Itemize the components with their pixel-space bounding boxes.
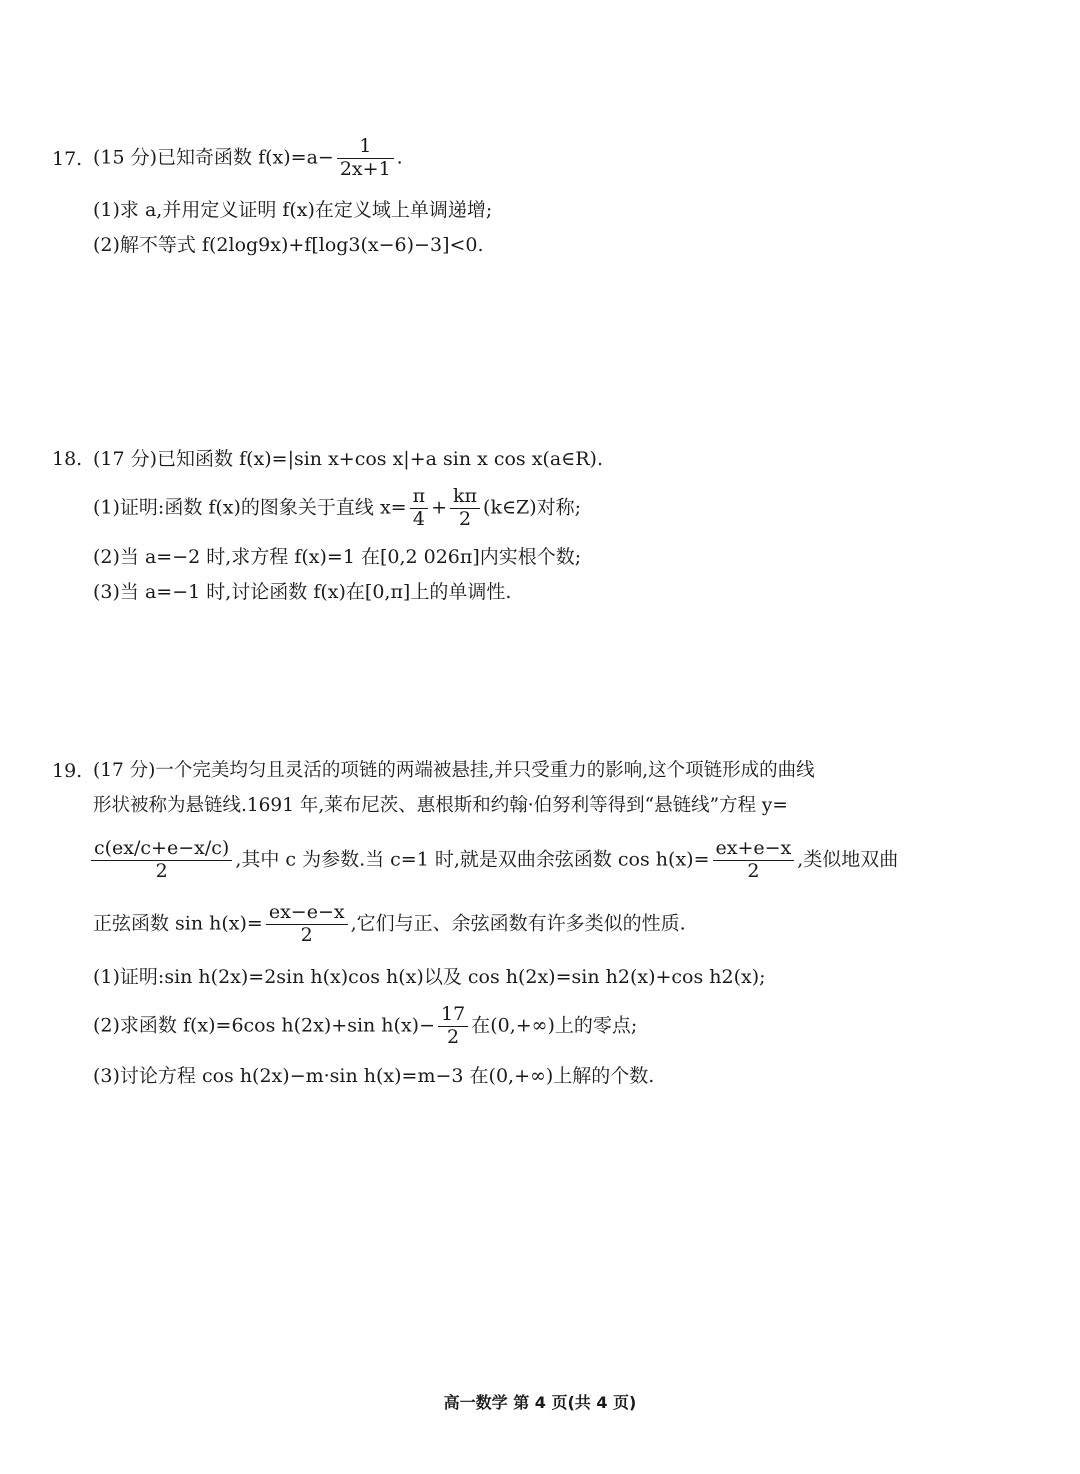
q18-frac-pi4 <box>410 486 429 531</box>
q19-line4-tail: ,它们与正、余弦函数有许多类似的性质. <box>350 912 686 935</box>
q17-fraction <box>337 136 394 181</box>
q18-part1-tail: (k∈Z)对称; <box>483 496 582 519</box>
q18-part1 <box>93 486 581 531</box>
q19-line1: (17 分)一个完美均匀且灵活的项链的两端被悬挂,并只受重力的影响,这个项链形成的曲线 <box>93 760 815 781</box>
q17-part2: (2)解不等式 f(2log9x)+f[log3(x−6)−3]<0. <box>93 234 484 256</box>
q19-cat-num: c(ex/c+e−x/c) <box>94 837 230 859</box>
q18-frac2-den: 2 <box>450 508 480 531</box>
q18-frac1-den: 4 <box>410 508 429 531</box>
q18-plus: + <box>431 496 448 519</box>
q18-frac2-num: kπ <box>453 485 478 507</box>
q19-part2-text: (2)求函数 f(x)=6cos h(2x)+sin h(x)− <box>93 1014 435 1037</box>
q17-tail: . <box>396 146 403 169</box>
q17-frac-den: 2x+1 <box>337 158 394 181</box>
q18-frac1-num: π <box>412 485 426 507</box>
q19-line4-text: 正弦函数 sin h(x)= <box>93 912 263 935</box>
q19-part3: (3)讨论方程 cos h(2x)−m·sin h(x)=m−3 在(0,+∞)上解的个数. <box>93 1065 655 1087</box>
page-footer: 高一数学 第 4 页(共 4 页) <box>443 1393 637 1412</box>
q19-frac-17-2 <box>438 1004 468 1049</box>
q19-cosh-den: 2 <box>713 860 795 883</box>
q18-frac-kpi2 <box>450 486 480 531</box>
q18-part3: (3)当 a=−1 时,讨论函数 f(x)在[0,π]上的单调性. <box>93 581 512 603</box>
q18-part1-text: (1)证明:函数 f(x)的图象关于直线 x= <box>93 496 407 519</box>
q19-p2-num: 17 <box>441 1003 466 1025</box>
q19-part1: (1)证明:sin h(2x)=2sin h(x)cos h(x)以及 cos h(2x)=sin h2(x)+cos h2(x); <box>93 966 766 988</box>
q17-part1: (1)求 a,并用定义证明 f(x)在定义域上单调递增; <box>93 199 493 221</box>
q19-sinh-fraction <box>266 902 348 947</box>
q19-sinh-num: ex−e−x <box>268 901 345 923</box>
q19-line2: 形状被称为悬链线.1691 年,莱布尼茨、惠根斯和约翰·伯努利等得到“悬链线”方程 y= <box>93 795 788 816</box>
q17-frac-num: 1 <box>359 135 372 157</box>
q19-line3 <box>88 838 898 883</box>
q18-number: 18. <box>52 448 83 470</box>
q19-catenary-fraction <box>91 838 232 883</box>
q18-stem: (17 分)已知函数 f(x)=|sin x+cos x|+a sin x cos x(a∈R). <box>93 448 603 470</box>
q19-line4 <box>93 902 686 947</box>
q19-cat-den: 2 <box>91 860 232 883</box>
q18-part2: (2)当 a=−2 时,求方程 f(x)=1 在[0,2 026π]内实根个数; <box>93 546 582 568</box>
q19-p2-den: 2 <box>438 1026 468 1049</box>
q19-cosh-fraction <box>713 838 795 883</box>
q17-number: 17. <box>52 148 83 170</box>
q19-line3-mid: ,其中 c 为参数.当 c=1 时,就是双曲余弦函数 cos h(x)= <box>235 848 710 871</box>
q19-part2 <box>93 1004 637 1049</box>
q19-cosh-num: ex+e−x <box>715 837 792 859</box>
q17-stem <box>93 136 403 181</box>
q17-head: (15 分)已知奇函数 <box>93 146 253 169</box>
q19-part2-tail: 在(0,+∞)上的零点; <box>471 1014 638 1037</box>
q19-sinh-den: 2 <box>266 924 348 947</box>
q19-number: 19. <box>52 760 83 782</box>
q17-function: f(x)=a− <box>258 146 334 169</box>
q19-line3-tail: ,类似地双曲 <box>797 848 899 871</box>
